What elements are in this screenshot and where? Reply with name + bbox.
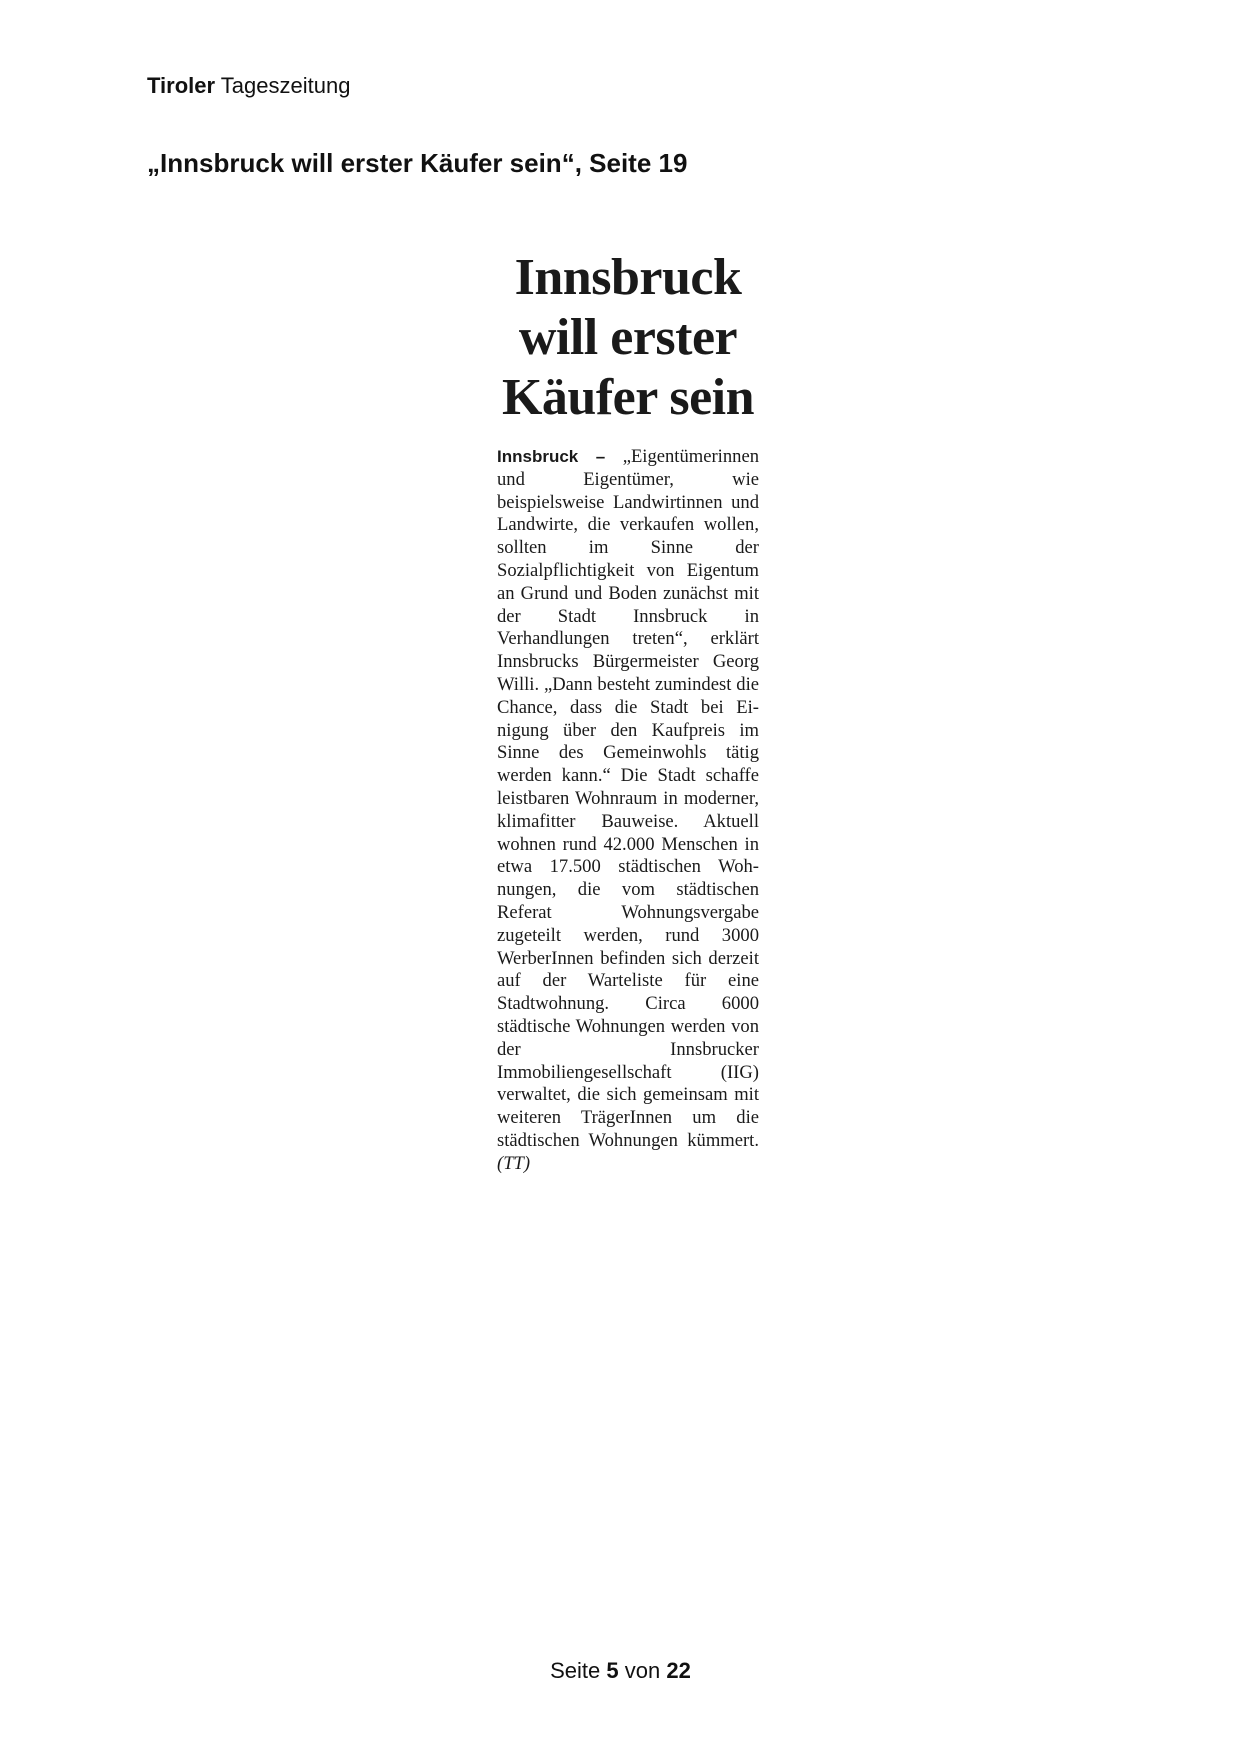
article-dateline: Innsbruck [497, 447, 579, 466]
page-current: 5 [606, 1658, 619, 1683]
publication-name [147, 72, 350, 100]
publication-name-bold: Tiroler [147, 73, 216, 98]
page-footer [0, 1657, 1241, 1685]
page-separator: von [624, 1658, 661, 1683]
article-body-text: „Eigentümerinnen und Eigentümer, wie beispielsweise Landwirtinnen und Landwirte, die verkaufen wollen, sollten im Sinne der Sozialpflichtigkeit von Eigentum an Grund und Boden zunächst mit der Stadt Innsbruck in Verhandlungen treten“, erklärt Innsbrucks Bürgermeister Georg Willi. „Dann besteht zumindest die Chance, dass die Stadt bei Einigung über den Kaufpreis im Sinne des Gemeinwohls tätig werden kann.“ Die Stadt schaffe leistbaren Wohnraum in moderner, klimafitter Bauweise. Aktuell wohnen rund 42.000 Menschen in etwa 17.500 städtischen Wohnungen, die vom städtischen Referat Wohnungsvergabe zugeteilt werden, rund 3000 WerberInnen befinden sich derzeit auf der Warteliste für eine Stadtwohnung. Circa 6000 städtische Wohnungen werden von der Innsbrucker Immobiliengesellschaft (IIG) verwaltet, die sich gemeinsam mit weiteren TrägerInnen um die städtischen Wohnungen kümmert. [497, 446, 759, 1151]
page-prefix: Seite [550, 1658, 601, 1683]
publication-name-regular: Tageszeitung [220, 73, 351, 98]
headline-line: Innsbruck [514, 249, 742, 306]
article-body [497, 446, 759, 1176]
newspaper-clipping [497, 248, 759, 1176]
article-headline [497, 248, 759, 428]
page-total: 22 [666, 1658, 691, 1683]
article-source: (TT) [497, 1152, 531, 1174]
headline-line: will erster [518, 309, 738, 366]
article-reference: „Innsbruck will erster Käufer sein“, Seite 19 [147, 148, 688, 178]
dateline-separator: – [578, 447, 623, 466]
headline-line: Käufer sein [501, 369, 755, 426]
